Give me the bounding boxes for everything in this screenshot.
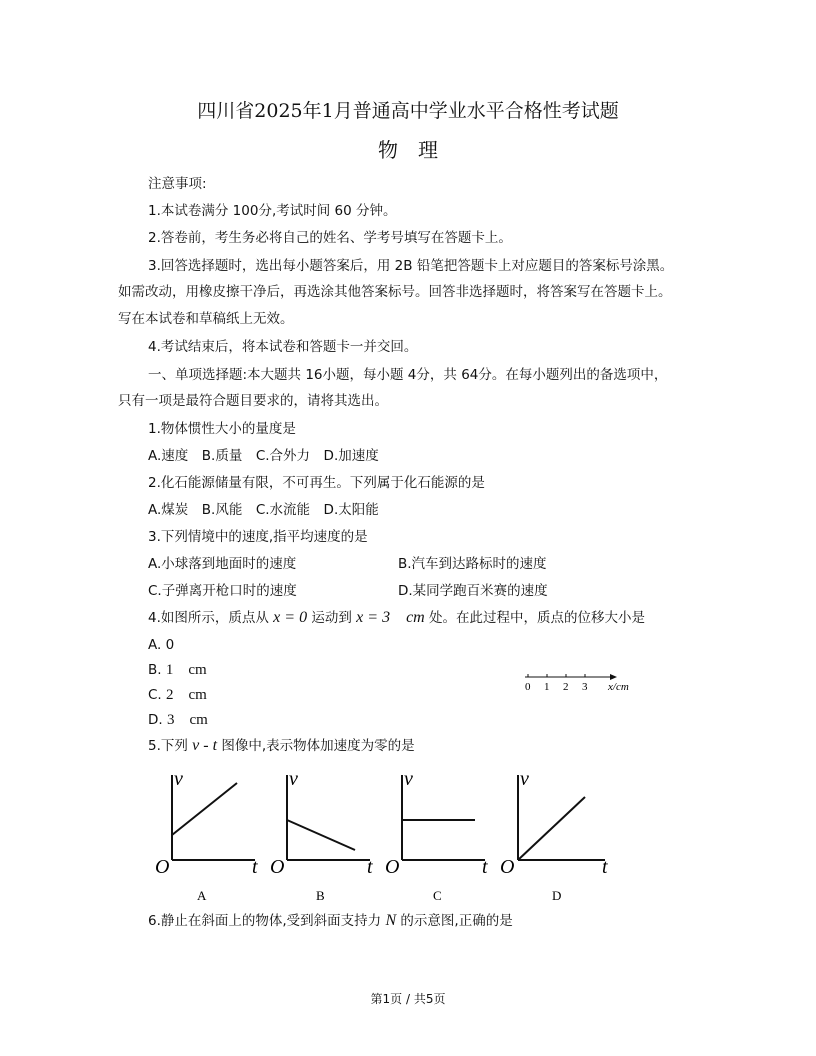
t-axis-label: t	[252, 856, 258, 878]
t-axis-label: t	[482, 856, 488, 878]
notice-item: 1.本试卷满分 100分,考试时间 60 分钟。	[148, 203, 397, 219]
question-4	[148, 609, 645, 627]
q3-option-c: C.子弹离开枪口时的速度	[148, 583, 297, 599]
q4-option-b	[148, 661, 207, 679]
q4-option-d	[148, 711, 208, 729]
exam-title: 四川省2025年1月普通高中学业水平合格性考试题	[197, 100, 619, 122]
option-value: 1 cm	[165, 662, 207, 678]
option-letter: B.	[148, 662, 162, 678]
q4-option-c	[148, 686, 207, 704]
graph-label: A	[197, 888, 207, 903]
notice-item: 如需改动，用橡皮擦干净后，再选涂其他答案标号。回答非选择题时，将答案写在答题卡上。	[118, 284, 672, 300]
q5-text: 5.下列	[148, 738, 193, 754]
tick-label: 0	[525, 681, 531, 693]
graph-label: D	[552, 888, 562, 903]
graph-label: B	[316, 888, 325, 903]
section-heading: 只有一项是最符合题目要求的，请将其选出。	[118, 393, 388, 409]
option-letter: D.	[148, 712, 163, 728]
q3-option-d: D.某同学跑百米赛的速度	[398, 583, 548, 599]
notice-heading: 注意事项:	[148, 176, 207, 192]
q6-text: 6.静止在斜面上的物体,受到斜面支持力	[148, 913, 386, 929]
question-1: 1.物体惯性大小的量度是	[148, 421, 296, 437]
t-axis-label: t	[602, 856, 608, 878]
question-5	[148, 737, 415, 755]
q4-text: 4.如图所示，质点从	[148, 610, 274, 626]
q6-text: 的示意图,正确的是	[396, 913, 513, 929]
subject-title: 物 理	[378, 138, 438, 162]
q4-formula: x = 3 cm	[356, 609, 425, 626]
section-heading: 一、单项选择题:本大题共 16小题，每小题 4分，共 64分。在每小题列出的备选项中，	[148, 367, 668, 383]
q6-formula: N	[385, 912, 397, 929]
origin-label: O	[385, 856, 400, 878]
v-axis-label: v	[520, 768, 529, 790]
option-value: 2 cm	[166, 687, 207, 703]
vt-graphs	[140, 765, 630, 910]
notice-item: 2.答卷前，考生务必将自己的姓名、学考号填写在答题卡上。	[148, 230, 512, 246]
q4-formula: x = 0	[273, 609, 308, 626]
axis-label: x/cm	[608, 681, 629, 693]
question-6	[148, 912, 513, 930]
tick-label: 2	[563, 681, 569, 693]
origin-label: O	[155, 856, 170, 878]
q4-text: 运动到	[307, 610, 357, 626]
q5-formula: v - t	[192, 737, 218, 754]
question-2: 2.化石能源储量有限，不可再生。下列属于化石能源的是	[148, 475, 485, 491]
tick-label: 1	[544, 681, 550, 693]
q3-option-a: A.小球落到地面时的速度	[148, 556, 297, 572]
v-axis-label: v	[174, 768, 183, 790]
q1-options: A.速度 B.质量 C.合外力 D.加速度	[148, 448, 379, 464]
q5-text: 图像中,表示物体加速度为零的是	[217, 738, 415, 754]
notice-item: 4.考试结束后，将本试卷和答题卡一并交回。	[148, 339, 418, 355]
q3-option-b: B.汽车到达路标时的速度	[398, 556, 547, 572]
tick-label: 3	[582, 681, 588, 693]
q4-text: 处。在此过程中，质点的位移大小是	[424, 610, 646, 626]
number-line-figure	[515, 668, 655, 698]
graph-label: C	[433, 888, 442, 903]
q2-options: A.煤炭 B.风能 C.水流能 D.太阳能	[148, 502, 379, 518]
v-axis-label: v	[289, 768, 298, 790]
question-3: 3.下列情境中的速度,指平均速度的是	[148, 529, 368, 545]
option-letter: C.	[148, 687, 162, 703]
t-axis-label: t	[367, 856, 373, 878]
notice-item: 3.回答选择题时，选出每小题答案后，用 2B 铅笔把答题卡上对应题目的答案标号涂黑。	[148, 258, 674, 274]
origin-label: O	[270, 856, 285, 878]
v-axis-label: v	[404, 768, 413, 790]
notice-item: 写在本试卷和草稿纸上无效。	[118, 311, 294, 327]
origin-label: O	[500, 856, 515, 878]
q4-option-a: A. 0	[148, 637, 175, 653]
option-value: 3 cm	[166, 712, 208, 728]
page-footer: 第1页 / 共5页	[370, 992, 446, 1006]
